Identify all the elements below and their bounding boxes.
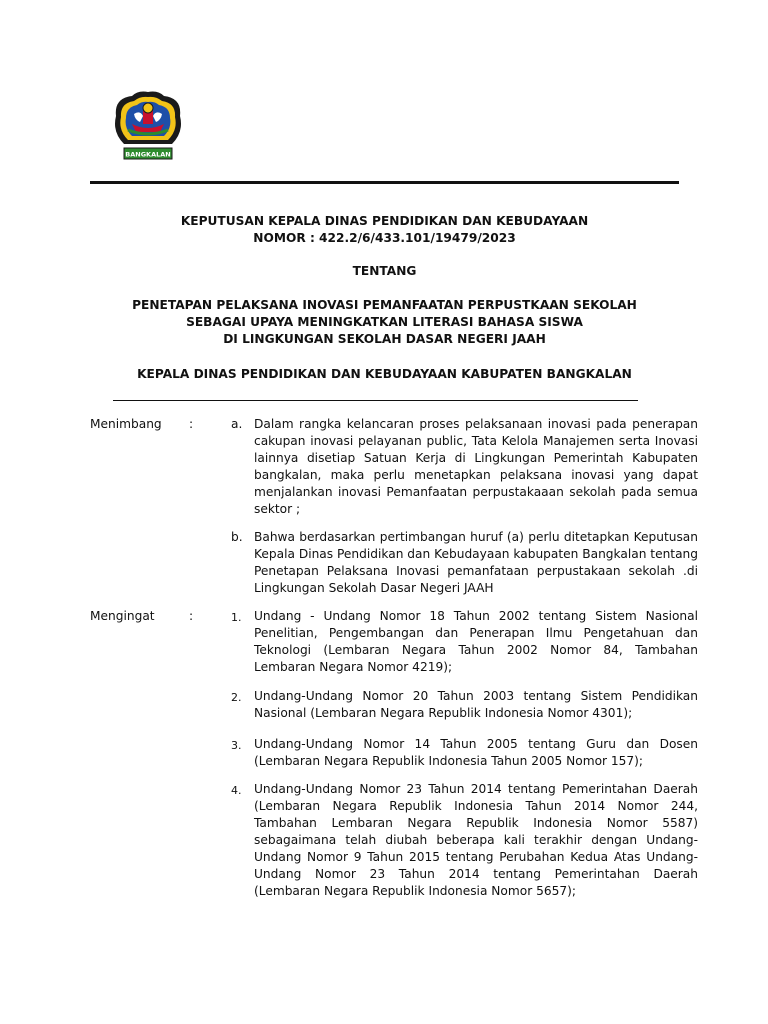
subject-line: SEBAGAI UPAYA MENINGKATKAN LITERASI BAHASA SISWA [186,315,583,329]
mengingat-item-marker: 1. [231,611,242,624]
menimbang-item-marker: a. [231,417,243,431]
mengingat-item-marker: 2. [231,691,242,704]
subject-line: DI LINGKUNGAN SEKOLAH DASAR NEGERI JAAH [223,332,546,346]
mengingat-item-text: Undang-Undang Nomor 20 Tahun 2003 tentang Sistem Pendidikan Nasional (Lembaran Negara Republik Indonesia Nomor 4301); [254,689,698,720]
menimbang-colon: : [189,417,194,431]
decree-number: NOMOR : 422.2/6/433.101/19479/2023 [253,231,516,245]
mengingat-item-marker: 3. [231,739,242,752]
decree-subject [90,297,679,348]
mengingat-item-text: Undang-Undang Nomor 14 Tahun 2005 tentang Guru dan Dosen (Lembaran Negara Republik Indonesia Tahun 2005 Nomor 157); [254,737,698,768]
mengingat-item-text: Undang - Undang Nomor 18 Tahun 2002 tentang Sistem Nasional Penelitian, Pengembangan dan Penerapan Ilmu Pengetahuan dan Teknologi (Lembaran Negara Tahun 2002 Nomor 84, Tambahan Lembaran Negara Nomor 4219); [254,609,698,674]
about-label: TENTANG [352,264,417,278]
decree-heading [90,213,679,247]
issuer-title: KEPALA DINAS PENDIDIKAN DAN KEBUDAYAAN KABUPATEN BANGKALAN [137,367,632,381]
mengingat-colon: : [189,609,194,623]
emblem-banner-text: BANGKALAN [125,150,171,159]
menimbang-item-marker: b. [231,530,243,544]
mengingat-label: Mengingat [90,609,155,623]
subject-line: PENETAPAN PELAKSANA INOVASI PEMANFAATAN PERPUSTKAAN SEKOLAH [132,298,637,312]
mengingat-item-text: Undang-Undang Nomor 23 Tahun 2014 tentang Pemerintahan Daerah (Lembaran Negara Republik Indonesia Tahun 2014 Nomor 244, Tambahan Lembaran Negara Republik Indonesia Nomor 5587) sebagaimana telah diubah beberapa kali terakhir dengan Undang-Undang Nomor 9 Tahun 2015 tentang Perubahan Kedua Atas Undang-Undang Nomor 23 Tahun 2014 tentang Pemerintahan Daerah (Lembaran Negara Republik Indonesia Nomor 5657); [254,782,698,898]
decree-title: KEPUTUSAN KEPALA DINAS PENDIDIKAN DAN KEBUDAYAAN [180,214,589,228]
issuer-divider [113,400,638,401]
menimbang-item-text: Dalam rangka kelancaran proses pelaksanaan inovasi pada penerapan cakupan inovasi pelayanan public, Tata Kelola Manajemen serta Inovasi lainnya disetiap Satuan Kerja di Lingkungan Pemerintah Kabupaten bangkalan, maka perlu menetapkan pelaksana inovasi yang dapat menjalankan inovasi Pemanfaatan perpustakaaan sekolah pada semua sektor ; [254,417,698,516]
bangkalan-regency-emblem [110,88,186,164]
menimbang-item-text: Bahwa berdasarkan pertimbangan huruf (a) perlu ditetapkan Keputusan Kepala Dinas Pendidikan dan Kebudayaan kabupaten Bangkalan tentang Penetapan Pelaksana Inovasi pemanfataan perpustakaan sekolah .di Lingkungan Sekolah Dasar Negeri JAAH [254,530,699,595]
mengingat-item-marker: 4. [231,784,242,797]
header-divider [90,181,679,184]
menimbang-label: Menimbang [90,417,162,431]
